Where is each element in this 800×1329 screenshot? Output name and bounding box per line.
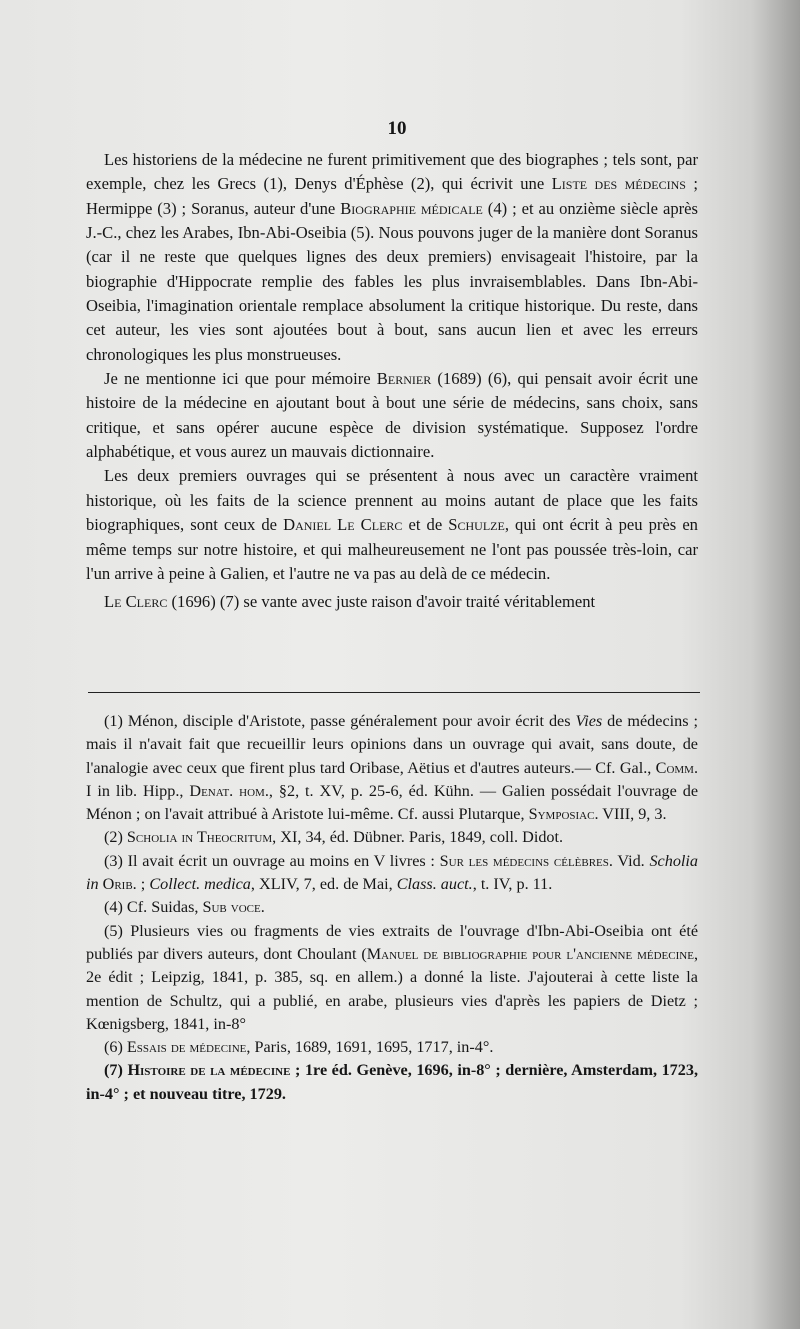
small-caps-title: Liste des médecins [551,174,686,194]
paragraph-1: Les historiens de la médecine ne furent primitivement que des biographes ; tels sont, par exemple, chez les Grecs (1), Denys d'Éphèse (2), qui écrivit une Liste des médecins ; Hermippe (3) ; Soranus, auteur d'une Biographie médicale (4) ; et au onzième siècle après J.-C., chez les Arabes, Ibn-Abi-Oseibia (5). Nous pouvons juger de la manière dont Soranus (car il ne reste que quelques lignes des deux premiers) envisageait l'histoire, par la biographie d'Hippocrate remplie des fables les plus invraisemblables. Dans Ibn-Abi-Oseibia, l'imagination orientale remplace absolument la critique historique. Du reste, dans cet auteur, les vies sont ajoutées bout à bout, sans aucun lien et avec les erreurs chronologiques les plus monstrueuses. [86,150,698,364]
footnote-1: (1) Ménon, disciple d'Aristote, passe généralement pour avoir écrit des Vies de médecins ; mais il n'avait fait que recueillir leurs opinions dans un ouvrage qui avait, sans doute, de l'analogie avec ceux que firent plus tard Oribase, Aëtius et d'autres auteurs.— Cf. Gal., Comm. I in lib. Hipp., Denat. hom., §2, t. XV, p. 25-6, éd. Kühn. — Galien possédait l'ouvrage de Ménon ; on l'avait attribué à Aristote lui-même. Cf. aussi Plutarque, Symposiac. VIII, 9, 3. [86,712,699,824]
footnote-2: (2) Scholia in Theocritum, XI, 34, éd. Dübner. Paris, 1849, coll. Didot. [104,828,564,847]
author-name: Bernier [376,369,432,389]
paragraph-4: Le Clerc (1696) (7) se vante avec juste raison d'avoir traité véritablement [104,592,596,612]
footnote-7: (7) Histoire de la médecine ; 1re éd. Genève, 1696, in-8° ; dernière, Amsterdam, 1723, in-4° ; et nouveau titre, 1729. [86,1061,698,1103]
paragraph-2: Je ne mentionne ici que pour mémoire Bernier (1689) (6), qui pensait avoir écrit une histoire de la médecine en ajoutant bout à bout une série de médecins, sans choix, sans critique, et sans opérer aucune espèce de division systématique. Supposez l'ordre alphabétique, et vous aurez un mauvais dictionnaire. [86,369,698,462]
main-text [86,148,698,615]
footnotes [86,710,698,1106]
footnote-4: (4) Cf. Suidas, Sub voce. [104,898,265,917]
paragraph-3: Les deux premiers ouvrages qui se présentent à nous avec un caractère vraiment historique, où les faits de la science prennent au moins autant de place que les faits biographiques, sont ceux de Daniel Le Clerc et de Schulze, qui ont écrit à peu près en même temps sur notre histoire, et qui malheureusement ne l'ont pas poussée très-loin, car l'un arrive à peine à Galien, et l'autre ne va pas au delà de ce médecin. [86,466,698,583]
footnote-5: (5) Plusieurs vies ou fragments de vies extraits de l'ouvrage d'Ibn-Abi-Oseibia ont été publiés par divers auteurs, dont Choulant (Manuel de bibliographie pour l'ancienne médecine, 2e édit ; Leipzig, 1841, p. 385, sq. en allem.) a donné la liste. J'ajouterai à cette liste la mention de Schultz, qui a publié, en arabe, plusieurs vies d'après les papiers de Dietz ; Kœnigsberg, 1841, in-8° [86,921,698,1033]
author-name: Le Clerc [104,592,168,612]
small-caps-title: Biographie médicale [340,198,483,218]
footnote-divider [88,692,700,693]
footnote-6: (6) Essais de médecine, Paris, 1689, 1691, 1695, 1717, in-4°. [104,1038,494,1057]
author-name: Daniel Le Clerc [283,515,403,535]
footnote-3: (3) Il avait écrit un ouvrage au moins en V livres : Sur les médecins célèbres. Vid. Scholia in Orib. ; Collect. medica, XLIV, 7, ed. de Mai, Class. auct., t. IV, p. 11. [86,851,699,894]
author-name: Schulze [448,515,505,535]
page-number: 10 [387,118,407,139]
